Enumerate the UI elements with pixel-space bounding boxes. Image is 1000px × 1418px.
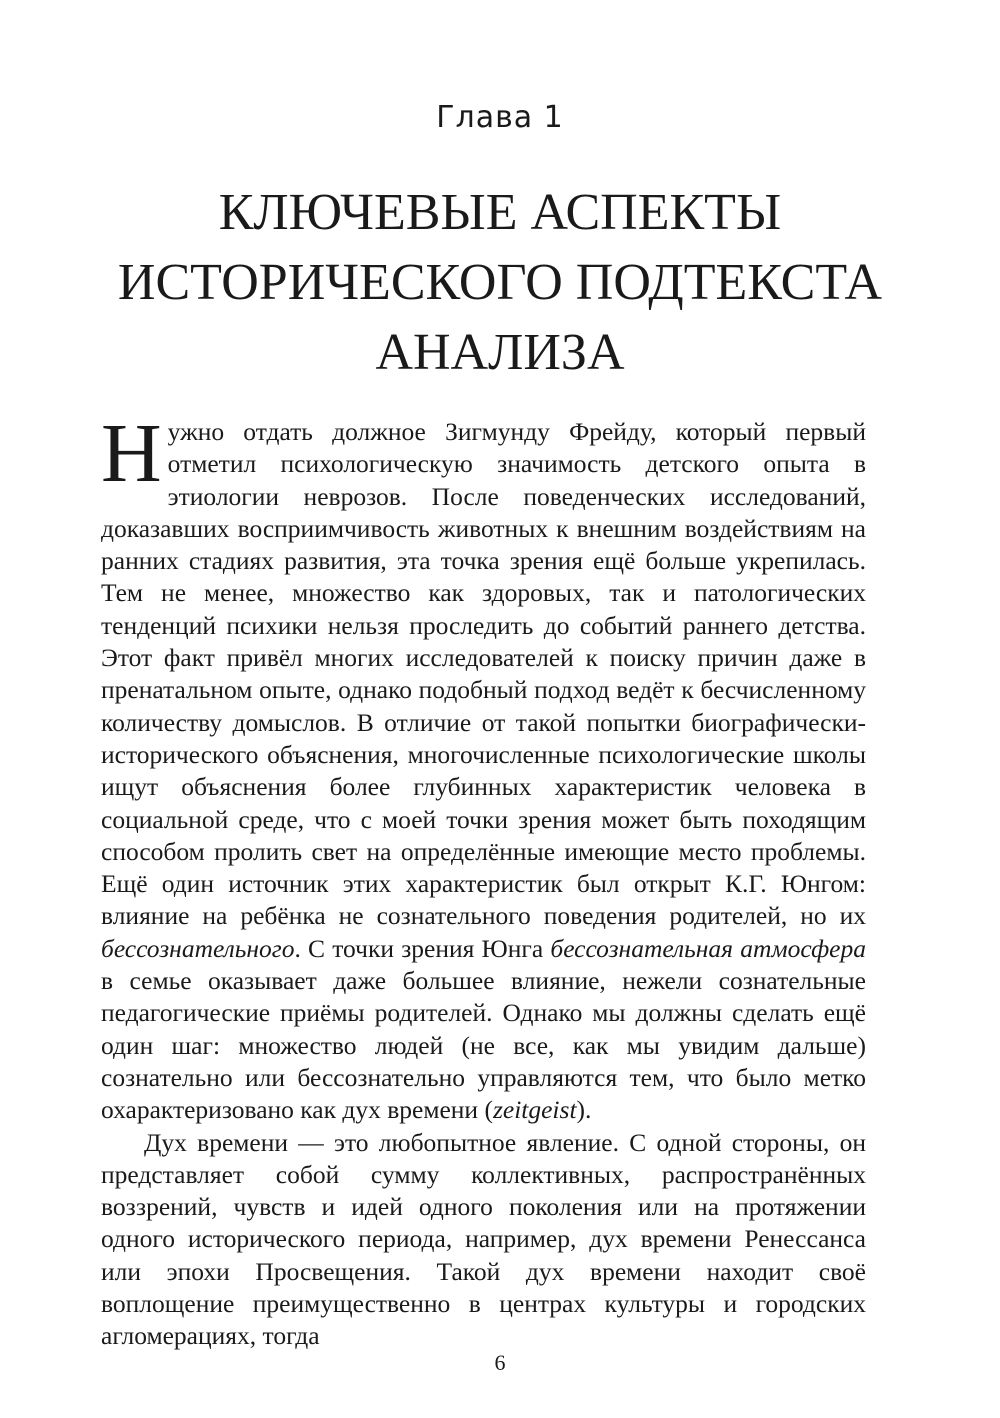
paragraph-2: Дух времени — это любопытное явление. С одной стороны, он представляет собой сумму коллективных, распространённых воззрений, чувств и идей одного поколения или на протяжении одного исторического периода, например, дух времени Ренессанса или эпохи Просвещения. Такой дух времени находит своё воплощение преимущественно в центрах культуры и городских агломерациях, тогда xyxy=(101,1127,866,1351)
paragraph-1-text: в семье оказывает даже большее влияние, нежели сознательные педагогические приёмы родителей. Однако мы должны сделать ещё один шаг: множество людей (не все, как мы увидим дальше) сознательно или бессознательно управляются тем, что было метко охарактеризовано как дух времени ( xyxy=(101,966,866,1125)
paragraph-1-text: ). xyxy=(576,1095,592,1125)
emphasis-text: бессознательного xyxy=(101,933,295,963)
paragraph-1-text: . С точки зрения Юнга xyxy=(294,933,551,963)
emphasis-text: zeitgeist xyxy=(492,1095,577,1125)
chapter-title-line: ИСТОРИЧЕСКОГО ПОДТЕКСТА xyxy=(117,254,883,311)
body-text xyxy=(101,407,867,1353)
emphasis-text: бессознательная атмосфера xyxy=(550,933,867,963)
page-number: 6 xyxy=(494,1350,506,1375)
paragraph-1 xyxy=(101,407,867,1127)
chapter-label: Глава 1 xyxy=(436,100,564,135)
chapter-title xyxy=(0,178,1000,388)
chapter-title-line: КЛЮЧЕВЫЕ АСПЕКТЫ xyxy=(218,184,782,241)
paragraph-1-text: ужно отдать должное Зигмунду Фрейду, который первый отметил психологическую значимость детского опыта в этиологии неврозов. После поведенческих исследований, доказавших восприимчивость животных к внешним воздействиям на ранних стадиях развития, эта точка зрения ещё больше укрепилась. Тем не менее, множество как здоровых, так и патологических тенденций психики нельзя проследить до событий раннего детства. Этот факт привёл многих исследователей к поиску причин даже в пренатальном опыте, однако подобный подход ведёт к бесчисленному количеству домыслов. В отличие от такой попытки биографически-исторического объяснения, многочисленные психологические школы ищут объяснения более глубинных характеристик человека в социальной среде, что с моей точки зрения может быть походящим способом пролить свет на определённые имеющие место проблемы. Ещё один источник этих характеристик был открыт К.Г. Юнгом: влияние на ребёнка не сознательного поведения родителей, но их xyxy=(101,417,866,931)
drop-cap: Н xyxy=(101,407,162,500)
chapter-title-line: АНАЛИЗА xyxy=(375,324,625,381)
